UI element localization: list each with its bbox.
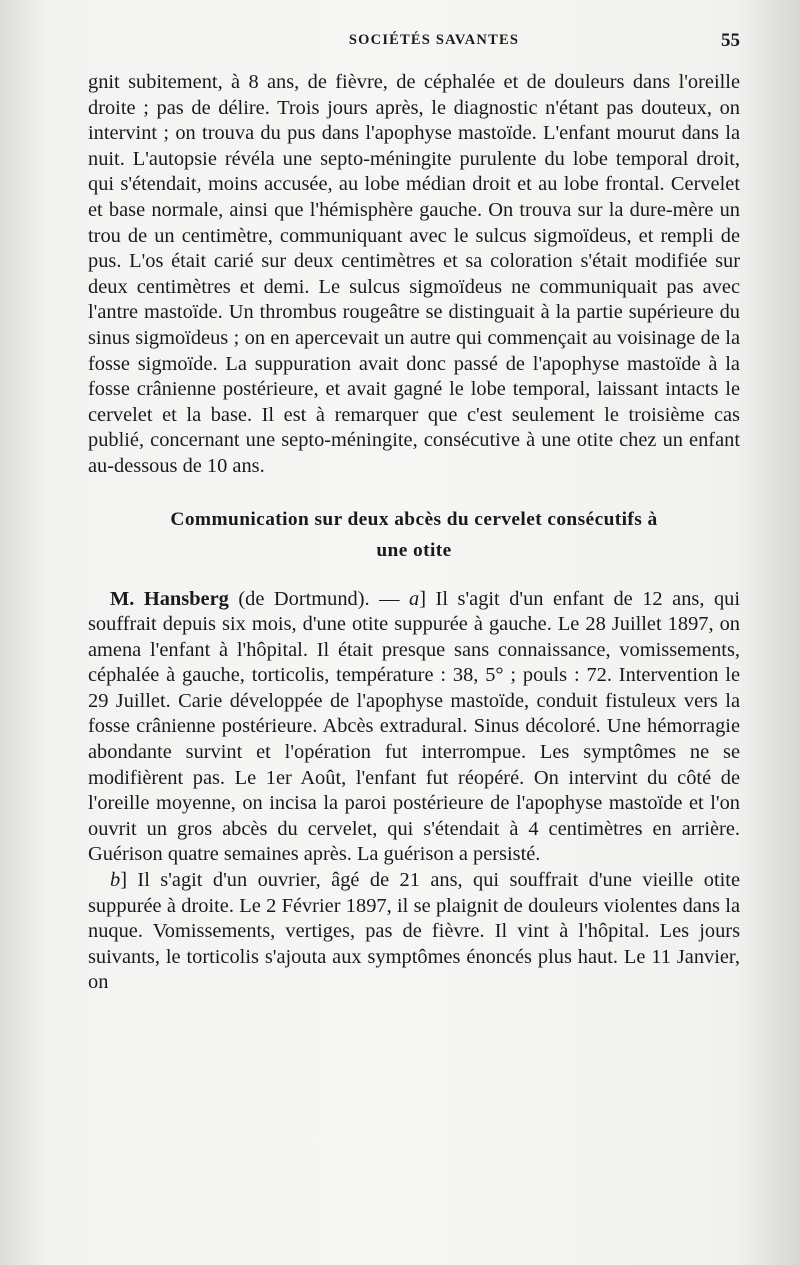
author-name: M. Hansberg <box>110 587 229 610</box>
body-text <box>88 70 740 996</box>
case-b-text: ] Il s'agit d'un ouvrier, âgé de 21 ans, qui souffrait d'une vieille otite suppurée à droite. Le 2 Février 1897, il se plaignit de douleurs violentes dans la nuque. Vomissements, vertiges, pas de fièvre. Il vint à l'hôpital. Les jours suivants, le torticolis s'ajouta aux symptômes énoncés plus haut. Le 11 Janvier, on <box>88 869 740 994</box>
case-marker-a: a <box>409 587 420 610</box>
case-marker-b: b <box>110 869 121 892</box>
page-header <box>88 30 740 58</box>
section-title <box>88 504 740 566</box>
paragraph-case-a <box>88 587 740 869</box>
case-a-text: ] Il s'agit d'un enfant de 12 ans, qui souffrait depuis six mois, d'une otite suppurée à gauche. Le 28 Juillet 1897, on amena l'enfant à l'hôpital. Il était presque sans connaissance, vomissements, céphalée à gauche, torticolis, température : 38, 5° ; pouls : 72. Intervention le 29 Juillet. Carie développée de l'apophyse mastoïde, conduit fistuleux vers la fosse crânienne postérieure. Abcès extradural. Sinus décoloré. Une hémorragie abondante survint et l'opération fut interrompue. Les symptômes ne se modifièrent pas. Le 1er Août, l'enfant fut réopéré. On intervint du côté de l'oreille moyenne, on incisa la paroi postérieure de l'apophyse mastoïde et l'on ouvrit un gros abcès du cervelet, qui s'étendait à 4 centimètres en arrière. Guérison quatre semaines après. La guérison a persisté. <box>88 587 740 866</box>
author-affiliation: (de Dortmund). — <box>228 587 410 610</box>
paragraph-continued: gnit subitement, à 8 ans, de fièvre, de céphalée et de douleurs dans l'oreille droite ; pas de délire. Trois jours après, le diagnostic n'étant pas douteux, on intervint ; on trouva du pus dans l'apophyse mastoïde. L'enfant mourut dans la nuit. L'autopsie révéla une septo-méningite purulente du lobe temporal droit, qui s'étendait, moins accusée, au lobe médian droit et au lobe frontal. Cervelet et base normale, ainsi que l'hémisphère gauche. On trouva sur la dure-mère un trou de un centimètre, communiquant avec le sulcus sigmoïdeus, et rempli de pus. L'os était carié sur deux centimètres et sa coloration s'était modifiée sur deux centimètres et demi. Le sulcus sigmoïdeus ne communiquait pas avec l'antre mastoïde. Un thrombus rougeâtre se distinguait à la partie supérieure du sinus sigmoïdeus ; on en apercevait un autre qui commençait au voisinage de la fosse sigmoïde. La suppuration avait donc passé de l'apophyse mastoïde à la fosse crânienne postérieure, et avait gagné le lobe temporal, laissant intacts le cervelet et la base. Il est à remarquer que c'est seulement le troisième cas publié, concernant une septo-méningite, consécutive à une otite chez un enfant au-dessous de 10 ans. <box>88 71 740 477</box>
paragraph-case-b <box>88 868 740 996</box>
section-title-line-2: une otite <box>376 539 452 561</box>
section-title-line-1: Communication sur deux abcès du cervelet consécutifs à <box>170 508 658 530</box>
running-title: SOCIÉTÉS SAVANTES <box>348 32 520 48</box>
page-number: 55 <box>721 30 740 51</box>
